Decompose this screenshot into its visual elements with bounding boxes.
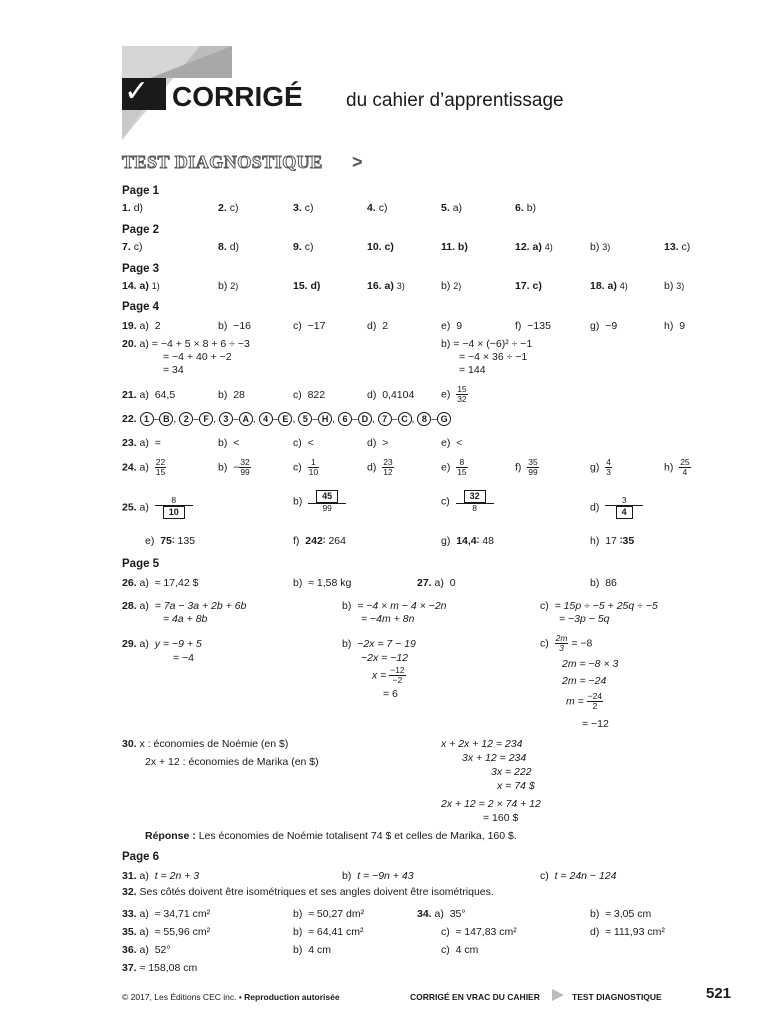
q22-matching: 22. 1 – B , 2 – F , 3 – A , 4 – E , 5 – H , 6 – D , 7 – C , 8 – G: [122, 412, 451, 426]
page-label: Page 2: [122, 224, 160, 236]
section-title: TEST DIAGNOSTIQUE: [122, 152, 323, 172]
page-label: Page 1: [122, 185, 160, 197]
footer-section-name: TEST DIAGNOSTIQUE: [572, 992, 662, 1002]
page-label: Page 5: [122, 558, 160, 570]
checkmark-icon: ✓: [124, 74, 150, 109]
header-decoration: [0, 0, 768, 150]
chevron-right-icon: >: [352, 152, 363, 172]
page-number: 521: [706, 985, 732, 1002]
page-title: CORRIGÉ: [172, 81, 303, 112]
page-label: Page 6: [122, 851, 160, 863]
footer-copyright: © 2017, Les Éditions CEC inc. • Reproduction autorisée: [122, 992, 340, 1002]
footer-section: CORRIGÉ EN VRAC DU CAHIER: [410, 992, 540, 1002]
page-subtitle: du cahier d’apprentissage: [346, 90, 564, 111]
page-label: Page 4: [122, 301, 160, 313]
page-label: Page 3: [122, 263, 160, 275]
footer-arrow-icon: [552, 989, 564, 1001]
